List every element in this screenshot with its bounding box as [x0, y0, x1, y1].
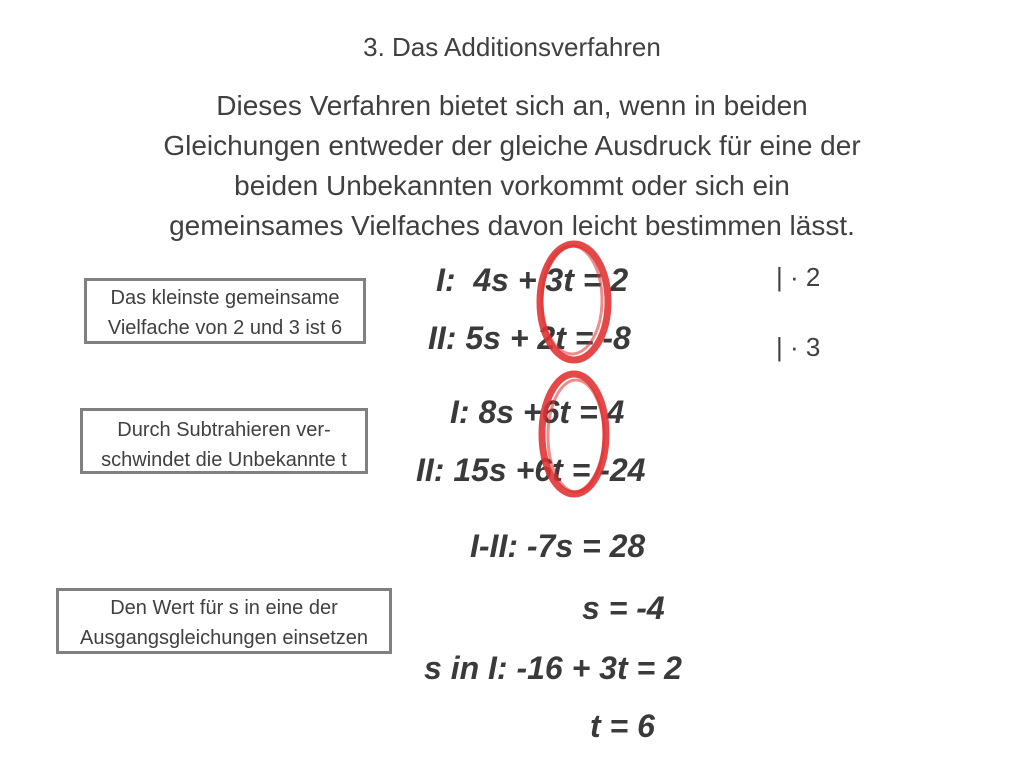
equation-s-value: s = -4 — [582, 590, 665, 626]
intro-text — [60, 86, 964, 246]
note-substitute-line-1: Den Wert für s in eine der — [110, 597, 338, 619]
operation-multiply-2: | · 2 — [776, 262, 821, 292]
equation-4: II: 15s +6t = -24 — [416, 452, 646, 488]
equation-t-value: t = 6 — [590, 708, 655, 744]
note-subtract — [80, 408, 368, 474]
equation-2: II: 5s + 2t = -8 — [428, 320, 631, 356]
note-substitute — [56, 588, 392, 654]
note-lcm — [84, 278, 366, 344]
intro-line-3: beiden Unbekannten vorkommt oder sich ein — [234, 170, 790, 201]
page-title: 3. Das Additionsverfahren — [363, 32, 661, 62]
note-substitute-line-2: Ausgangsgleichungen einsetzen — [80, 627, 368, 649]
note-lcm-line-2: Vielfache von 2 und 3 ist 6 — [107, 317, 343, 339]
equation-substituted: s in I: -16 + 3t = 2 — [424, 650, 682, 686]
equation-1: I: 4s + 3t = 2 — [436, 262, 629, 298]
note-lcm-line-1: Das kleinste gemeinsame — [110, 287, 340, 309]
intro-line-1: Dieses Verfahren bietet sich an, wenn in beiden — [216, 90, 808, 121]
note-subtract-line-1: Durch Subtrahieren ver- — [117, 419, 331, 441]
equation-difference: I-II: -7s = 28 — [470, 528, 646, 564]
note-subtract-line-2: schwindet die Unbekannte t — [101, 449, 347, 471]
intro-line-4: gemeinsames Vielfaches davon leicht bestimmen lässt. — [169, 210, 855, 241]
operation-multiply-3: | · 3 — [776, 332, 821, 362]
intro-line-2: Gleichungen entweder der gleiche Ausdruck für eine der — [163, 130, 861, 161]
equation-3: I: 8s +6t = 4 — [450, 394, 625, 430]
